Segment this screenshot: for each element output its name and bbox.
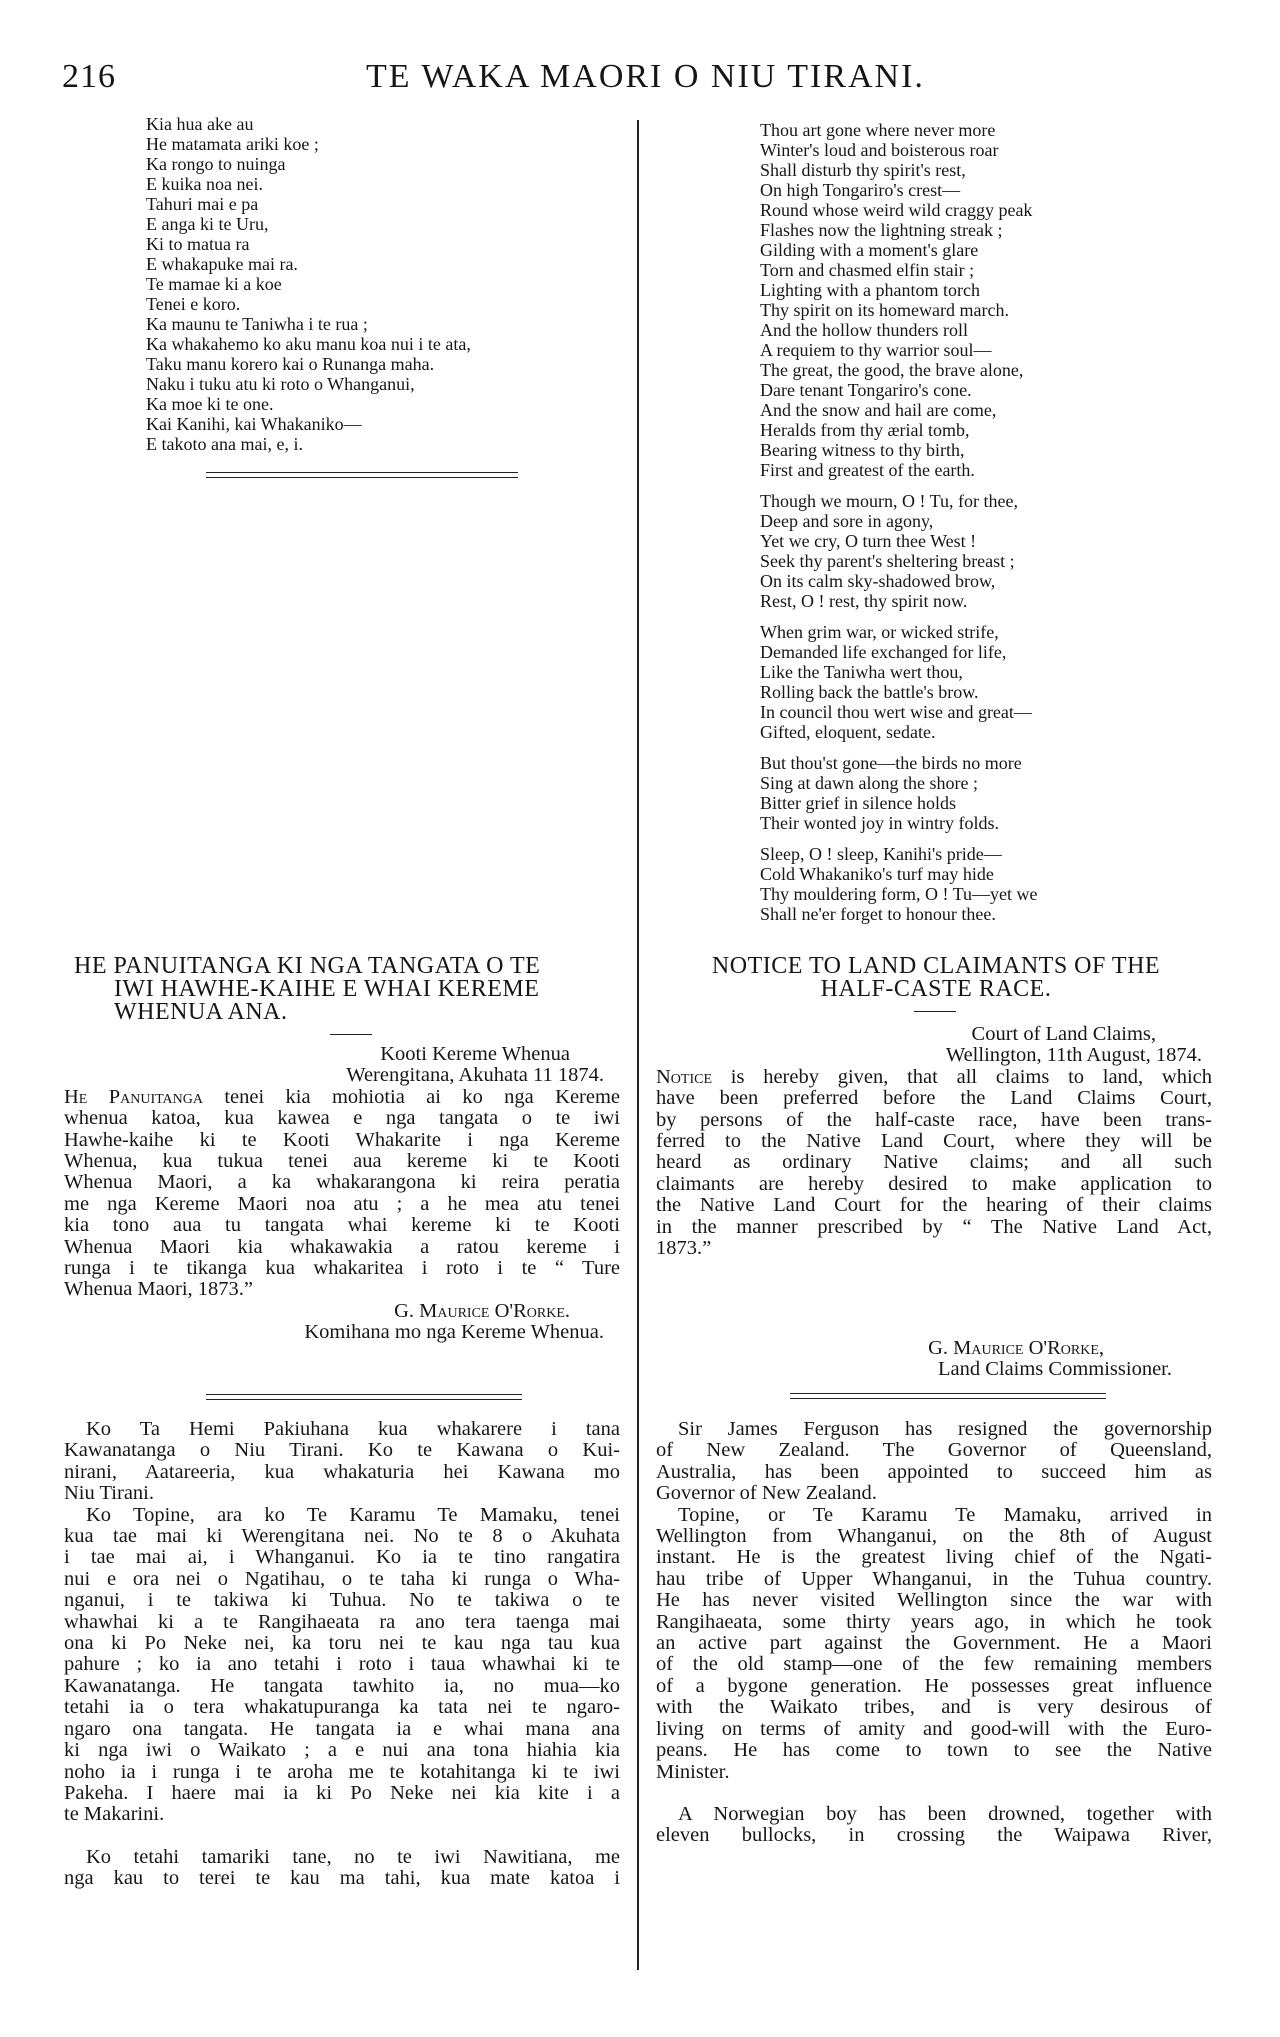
section-divider: [206, 1394, 522, 1400]
sig-name: Maurice O'Rorke,: [953, 1337, 1104, 1359]
poem-line: Sleep, O ! sleep, Kanihi's pride—: [760, 844, 1002, 864]
poem-line: On high Tongariro's crest—: [760, 180, 961, 200]
news-line: eleven bullocks, in crossing the Waipawa River,: [656, 1824, 1212, 1847]
notice-date: Werengitana, Akuhata 11 1874.: [346, 1064, 604, 1087]
heading-rule: [914, 1011, 956, 1012]
news-line: Topine, or Te Karamu Te Mamaku, arrived in: [678, 1503, 1212, 1526]
poem-line: Dare tenant Tongariro's cone.: [760, 380, 972, 400]
news-line: peans. He has come to town to see the Native: [656, 1739, 1212, 1762]
poem-line: The great, the good, the brave alone,: [760, 360, 1024, 380]
poem-line: Cold Whakaniko's turf may hide: [760, 864, 994, 884]
poem-line: First and greatest of the earth.: [760, 460, 975, 480]
poem-stanza: [760, 753, 1037, 833]
poem-line: Flashes now the lightning streak ;: [760, 220, 1003, 240]
poem-line: Rolling back the battle's brow.: [760, 682, 979, 702]
poem-line: Seek thy parent's sheltering breast ;: [760, 551, 1015, 571]
poem-line: Like the Taniwha wert thou,: [760, 662, 963, 682]
notice-line: the Native Land Court for the hearing of their claims: [656, 1194, 1212, 1217]
poem-line: Ka whakahemo ko aku manu koa nui i te ata,: [146, 334, 471, 354]
news-line: Pakeha. I haere mai ia ki Po Neke nei kia kite i a: [64, 1781, 620, 1804]
news-line: of New Zealand. The Governor of Queensland,: [656, 1439, 1212, 1462]
notice-line: heard as ordinary Native claims; and all such: [656, 1151, 1212, 1174]
news-paragraph: [64, 1505, 620, 1826]
poem-line: Though we mourn, O ! Tu, for thee,: [760, 491, 1018, 511]
news-line: nganui, i te takiwa ki Tuhua. No te takiwa o te: [64, 1589, 620, 1612]
news-line: ki nga iwi o Waikato ; a e nui ana tona hiahia kia: [64, 1739, 620, 1762]
news-line: pahure ; ko ia ano tetahi i roto i taua whawhai ki te: [64, 1653, 620, 1676]
news-line: of a bygone generation. He possesses great influence: [656, 1674, 1212, 1697]
news-paragraph: [656, 1419, 1212, 1505]
notice-date: Wellington, 11th August, 1874.: [945, 1044, 1202, 1067]
news-line: whawhai ki a te Rangihaeata ra ano tera taenga mai: [64, 1610, 620, 1633]
maori-news: [64, 1419, 620, 1890]
news-paragraph: [64, 1419, 620, 1505]
poem-line: Thy spirit on its homeward march.: [760, 300, 1009, 320]
poem-stanza: [760, 844, 1037, 924]
news-line: an active part against the Government. He a Maori: [656, 1632, 1212, 1655]
poem-line: And the hollow thunders roll: [760, 320, 968, 340]
poem-line: Lighting with a phantom torch: [760, 280, 980, 300]
poem-line: Kia hua ake au: [146, 114, 254, 134]
news-line: Governor of New Zealand.: [656, 1482, 877, 1505]
poem-line: Tahuri mai e pa: [146, 194, 259, 214]
news-line: Rangihaeata, some thirty years ago, in which he took: [656, 1610, 1212, 1633]
news-line: ngaro ona tangata. He tangata ia e whai mana ana: [64, 1717, 620, 1740]
poem-line: Shall disturb thy spirit's rest,: [760, 160, 966, 180]
news-line: nga kau to terei te kau ma tahi, kua mate katoa i: [64, 1867, 620, 1890]
notice-line: in the manner prescribed by “ The Native Land Act,: [656, 1215, 1212, 1238]
page-title: TE WAKA MAORI O NIU TIRANI.: [366, 58, 925, 95]
sig-name: Maurice O'Rorke.: [419, 1299, 570, 1322]
poem-line: In council thou wert wise and great—: [760, 702, 1032, 722]
english-poem: [760, 120, 1037, 935]
news-line: Minister.: [656, 1760, 730, 1783]
news-line: te Makarini.: [64, 1803, 165, 1826]
notice-place: Kooti Kereme Whenua: [380, 1043, 570, 1065]
news-line: A Norwegian boy has been drowned, together with: [678, 1802, 1212, 1825]
notice-sig-title: Land Claims Commissioner.: [937, 1358, 1172, 1381]
news-line: Ko Topine, ara ko Te Karamu Te Mamaku, tenei: [86, 1503, 620, 1526]
poem-line: Thy mouldering form, O ! Tu—yet we: [760, 884, 1038, 904]
poem-line: E takoto ana mai, e, i.: [146, 434, 303, 454]
poem-line: A requiem to thy warrior soul—: [760, 340, 992, 360]
notice-line: Whenua Maori kia whakawakia a ratou kereme i: [64, 1235, 620, 1258]
section-divider: [206, 472, 518, 478]
english-notice-body: [656, 1024, 1212, 1259]
news-line: Niu Tirani.: [64, 1482, 154, 1505]
notice-line: runga i te tikanga kua whakaritea i roto i te “ Ture: [64, 1257, 620, 1280]
news-line: kua tae mai ki Werengitana nei. No te 8 o Akuhata: [64, 1525, 620, 1548]
poem-line: Rest, O ! rest, thy spirit now.: [760, 591, 968, 611]
poem-stanza: [760, 120, 1037, 480]
notice-lead: Notice: [656, 1065, 713, 1088]
poem-line: Kai Kanihi, kai Whakaniko—: [146, 414, 362, 434]
notice-line: Whenua, kua tukua tenei aua kereme ki te Kooti: [64, 1150, 620, 1173]
news-line: Ko tetahi tamariki tane, no te iwi Nawitiana, me: [86, 1845, 620, 1868]
page-number: 216: [62, 58, 116, 95]
poem-line: E kuika noa nei.: [146, 174, 263, 194]
notice-line: Hawhe-kaihe ki te Kooti Whakarite i nga Kereme: [64, 1128, 620, 1151]
news-line: He has never visited Wellington since the war with: [656, 1589, 1212, 1612]
poem-line: Ka moe ki te one.: [146, 394, 274, 414]
poem-line: When grim war, or wicked strife,: [760, 622, 999, 642]
english-notice-heading: [656, 955, 1216, 1001]
news-line: with the Waikato tribes, and is very desirous of: [656, 1696, 1212, 1719]
news-line: Sir James Ferguson has resigned the governorship: [678, 1418, 1212, 1440]
sig-initial: G.: [394, 1299, 414, 1322]
poem-line: Deep and sore in agony,: [760, 511, 934, 531]
notice-place: Court of Land Claims,: [971, 1023, 1156, 1045]
poem-line: And the snow and hail are come,: [760, 400, 997, 420]
poem-line: Demanded life exchanged for life,: [760, 642, 1007, 662]
notice-line: Whenua Maori, a ka whakarangona ki reira peratia: [64, 1171, 620, 1194]
news-line: Kawanatanga. He tangata tawhito ia, no mua—ko: [64, 1674, 620, 1697]
notice-line: [64, 1087, 620, 1108]
poem-line: He matamata ariki koe ;: [146, 134, 319, 154]
heading-line: HE PANUITANGA KI NGA TANGATA O TE: [74, 953, 541, 979]
poem-line: E whakapuke mai ra.: [146, 254, 298, 274]
poem-line: Gifted, eloquent, sedate.: [760, 722, 936, 742]
news-line: of the old stamp—one of the few remaining members: [656, 1653, 1212, 1676]
poem-line: Thou art gone where never more: [760, 120, 996, 140]
news-line: noho ia i runga i te aroha me te kotahitanga ki te iwi: [64, 1760, 620, 1783]
poem-line: Round whose weird wild craggy peak: [760, 200, 1033, 220]
news-line: nui e ora nei o Ngatihau, o te taha ki runga o Wha-: [64, 1567, 620, 1590]
notice-line: claimants are hereby desired to make application to: [656, 1172, 1212, 1195]
news-line: living on terms of amity and good-will with the Euro-: [656, 1717, 1212, 1740]
notice-signature: [64, 1301, 620, 1322]
heading-rule: [330, 1034, 372, 1035]
news-paragraph: [656, 1505, 1212, 1783]
poem-line: Gilding with a moment's glare: [760, 240, 979, 260]
news-paragraph: [64, 1847, 620, 1890]
maori-notice-body: [64, 1044, 620, 1344]
news-line: Australia, has been appointed to succeed him as: [656, 1460, 1212, 1483]
notice-sig-title: Komihana mo nga Kereme Whenua.: [304, 1321, 604, 1344]
heading-line: IWI HAWHE-KAIHE E WHAI KEREME: [114, 976, 540, 1002]
notice-line: Whenua Maori, 1873.”: [64, 1278, 253, 1301]
english-news: [656, 1419, 1212, 1847]
notice-line: whenua katoa, kua kawea e nga tangata o te iwi: [64, 1107, 620, 1130]
column-divider: [637, 120, 639, 1970]
sig-initial: G.: [928, 1337, 948, 1359]
notice-text: is hereby given, that all claims to land, which: [730, 1065, 1213, 1088]
heading-line: HALF-CASTE RACE.: [820, 976, 1052, 1002]
notice-line: ferred to the Native Land Court, where they will be: [656, 1130, 1212, 1153]
notice-line: kia tono aua tu tangata whai kereme ki te Kooti: [64, 1214, 620, 1237]
poem-line: On its calm sky-shadowed brow,: [760, 571, 996, 591]
poem-line: Sing at dawn along the shore ;: [760, 773, 978, 793]
notice-signature: [656, 1338, 1212, 1359]
poem-line: Te mamae ki a koe: [146, 274, 282, 294]
poem-line: Their wonted joy in wintry folds.: [760, 813, 999, 833]
notice-line: by persons of the half-caste race, have been trans-: [656, 1108, 1212, 1131]
news-line: Kawanatanga o Niu Tirani. Ko te Kawana o Kui-: [64, 1439, 620, 1462]
news-line: Wellington from Whanganui, on the 8th of August: [656, 1525, 1212, 1548]
news-line: nirani, Aatareeria, kua whakaturia hei Kawana mo: [64, 1460, 620, 1483]
notice-lead: He Panuitanga: [64, 1085, 203, 1108]
poem-line: Ka maunu te Taniwha i te rua ;: [146, 314, 368, 334]
news-line: instant. He is the greatest living chief of the Ngati-: [656, 1546, 1212, 1569]
poem-line: Taku manu korero kai o Runanga maha.: [146, 354, 435, 374]
poem-line: E anga ki te Uru,: [146, 214, 269, 234]
poem-line: Naku i tuku atu ki roto o Whanganui,: [146, 374, 415, 394]
news-line: ona ki Po Neke nei, ka toru nei te kau nga tau kua: [64, 1632, 620, 1655]
poem-line: But thou'st gone—the birds no more: [760, 753, 1022, 773]
poem-line: Tenei e koro.: [146, 294, 241, 314]
notice-line: [656, 1067, 1212, 1088]
notice-line: have been preferred before the Land Claims Court,: [656, 1087, 1212, 1110]
poem-line: Yet we cry, O turn thee West !: [760, 531, 977, 551]
notice-text: tenei kia mohiotia ai ko nga Kereme: [224, 1085, 621, 1108]
poem-line: Heralds from thy ærial tomb,: [760, 420, 970, 440]
notice-line: me nga Kereme Maori noa atu ; a he mea atu tenei: [64, 1192, 620, 1215]
poem-stanza: [760, 491, 1037, 611]
maori-poem: [146, 114, 471, 454]
poem-line: Bearing witness to thy birth,: [760, 440, 965, 460]
poem-line: Shall ne'er forget to honour thee.: [760, 904, 996, 924]
heading-line: NOTICE TO LAND CLAIMANTS OF THE: [711, 953, 1161, 979]
poem-line: Ki to matua ra: [146, 234, 250, 254]
poem-line: Bitter grief in silence holds: [760, 793, 956, 813]
news-line: tetahi ia o tera whakatupuranga ka tata nei te ngaro-: [64, 1696, 620, 1719]
maori-notice-heading: [74, 955, 540, 1024]
news-line: Ko Ta Hemi Pakiuhana kua whakarere i tana: [86, 1418, 620, 1440]
english-notice-signature: [656, 1338, 1212, 1381]
news-line: i tae mai ai, i Whanganui. Ko ia te tino rangatira: [64, 1546, 620, 1569]
news-paragraph: [656, 1804, 1212, 1847]
section-divider: [790, 1393, 1106, 1399]
poem-line: Winter's loud and boisterous roar: [760, 140, 999, 160]
poem-line: Ka rongo to nuinga: [146, 154, 286, 174]
heading-line: WHENUA ANA.: [114, 999, 288, 1025]
news-line: hau tribe of Upper Whanganui, in the Tuhua country.: [656, 1567, 1212, 1590]
notice-line: 1873.”: [656, 1237, 712, 1260]
poem-line: Torn and chasmed elfin stair ;: [760, 260, 975, 280]
poem-stanza: [760, 622, 1037, 742]
